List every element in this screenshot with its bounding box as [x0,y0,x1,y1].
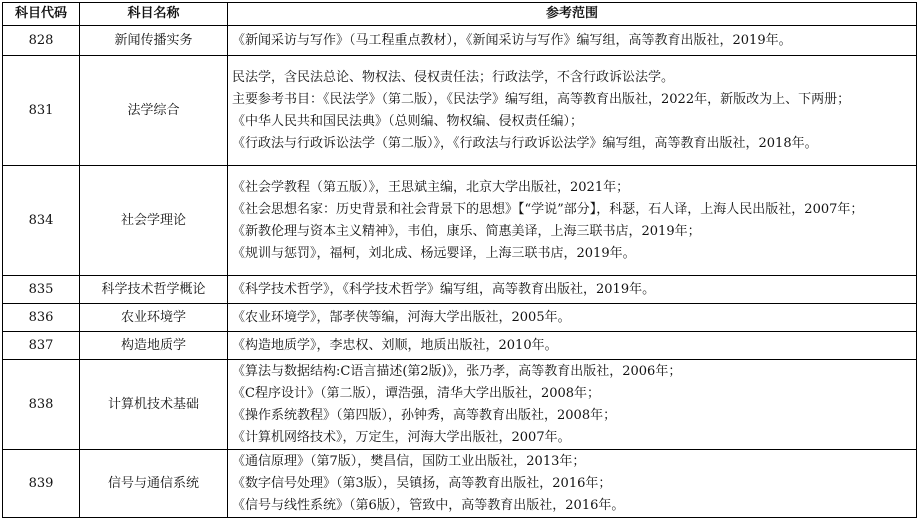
table-row [3,304,917,332]
reference-line: 民法学，含民法总论、物权法、侵权责任法；行政法学，不含行政诉讼法学。 [232,69,675,85]
reference-scope [228,26,917,56]
subject-name: 农业环境学 [80,304,228,332]
reference-line: 《中华人民共和国民法典》（总则编、物权编、侵权责任编）； [232,113,584,129]
reference-line: 《C程序设计》（第二版），谭浩强，清华大学出版社，2008年； [232,385,601,401]
reference-table [2,2,917,518]
table-row [3,56,917,166]
subject-code: 837 [3,332,80,360]
reference-line: 《计算机网络技术》，万定生，河海大学出版社，2007年。 [232,429,571,445]
subject-name: 计算机技术基础 [80,360,228,450]
reference-line: 《操作系统教程》（第四版），孙钟秀，高等教育出版社，2008年； [232,407,617,423]
table-row [3,26,917,56]
subject-name: 法学综合 [80,56,228,166]
subject-code: 831 [3,56,80,166]
reference-line: 《行政法与行政诉讼法学（第二版）》，《行政法与行政诉讼法学》编写组，高等教育出版社，2018年。 [232,135,818,151]
reference-line: 《数字信号处理》（第3版），吴镇扬，高等教育出版社，2016年； [232,475,612,491]
header-name: 科目名称 [80,3,228,26]
reference-scope [228,166,917,276]
subject-code: 839 [3,450,80,518]
table-row [3,166,917,276]
reference-line: 《科学技术哲学》，《科学技术哲学》编写组，高等教育出版社，2019年。 [232,281,656,297]
reference-scope [228,56,917,166]
reference-line: 《社会思想名家：历史背景和社会背景下的思想》【“学说”部分】，科瑟，石人译，上海人民出版社，2007年； [232,201,864,217]
header-code: 科目代码 [3,3,80,26]
subject-name: 构造地质学 [80,332,228,360]
table-row [3,332,917,360]
subject-code: 834 [3,166,80,276]
reference-line: 《信号与线性系统》（第6版），管致中，高等教育出版社，2016年。 [232,497,625,513]
table-row [3,450,917,518]
reference-line: 《新教伦理与资本主义精神》，韦伯，康乐、简惠美译，上海三联书店，2019年； [232,223,701,239]
reference-line: 《农业环境学》，郜孝侠等编，河海大学出版社，2005年。 [232,309,571,325]
header-refs: 参考范围 [228,3,917,26]
reference-scope [228,276,917,304]
reference-line: 《社会学教程（第五版）》，王思斌主编，北京大学出版社，2021年； [232,179,630,195]
subject-code: 828 [3,26,80,56]
header-row [3,3,917,26]
reference-line: 《通信原理》（第7版），樊昌信，国防工业出版社，2013年； [232,453,586,469]
subject-code: 836 [3,304,80,332]
subject-code: 835 [3,276,80,304]
reference-line: 《规训与惩罚》，福柯，刘北成、杨远婴译，上海三联书店，2019年。 [232,245,636,261]
subject-name: 信号与通信系统 [80,450,228,518]
subject-name: 社会学理论 [80,166,228,276]
reference-line: 《构造地质学》，李忠权、刘顺，地质出版社，2010年。 [232,337,558,353]
reference-line: 主要参考书目：《民法学》（第二版），《民法学》编写组，高等教育出版社，2022年，新版改为上、下两册； [232,91,851,107]
table-row [3,276,917,304]
reference-scope [228,360,917,450]
reference-line: 《算法与数据结构:C语言描述(第2版)》，张乃孝，高等教育出版社，2006年； [232,363,682,379]
reference-scope [228,304,917,332]
subject-code: 838 [3,360,80,450]
reference-scope [228,332,917,360]
subject-name: 新闻传播实务 [80,26,228,56]
table-row [3,360,917,450]
reference-scope [228,450,917,518]
reference-line: 《新闻采访与写作》（马工程重点教材），《新闻采访与写作》编写组，高等教育出版社，2019年。 [232,32,792,48]
subject-name: 科学技术哲学概论 [80,276,228,304]
